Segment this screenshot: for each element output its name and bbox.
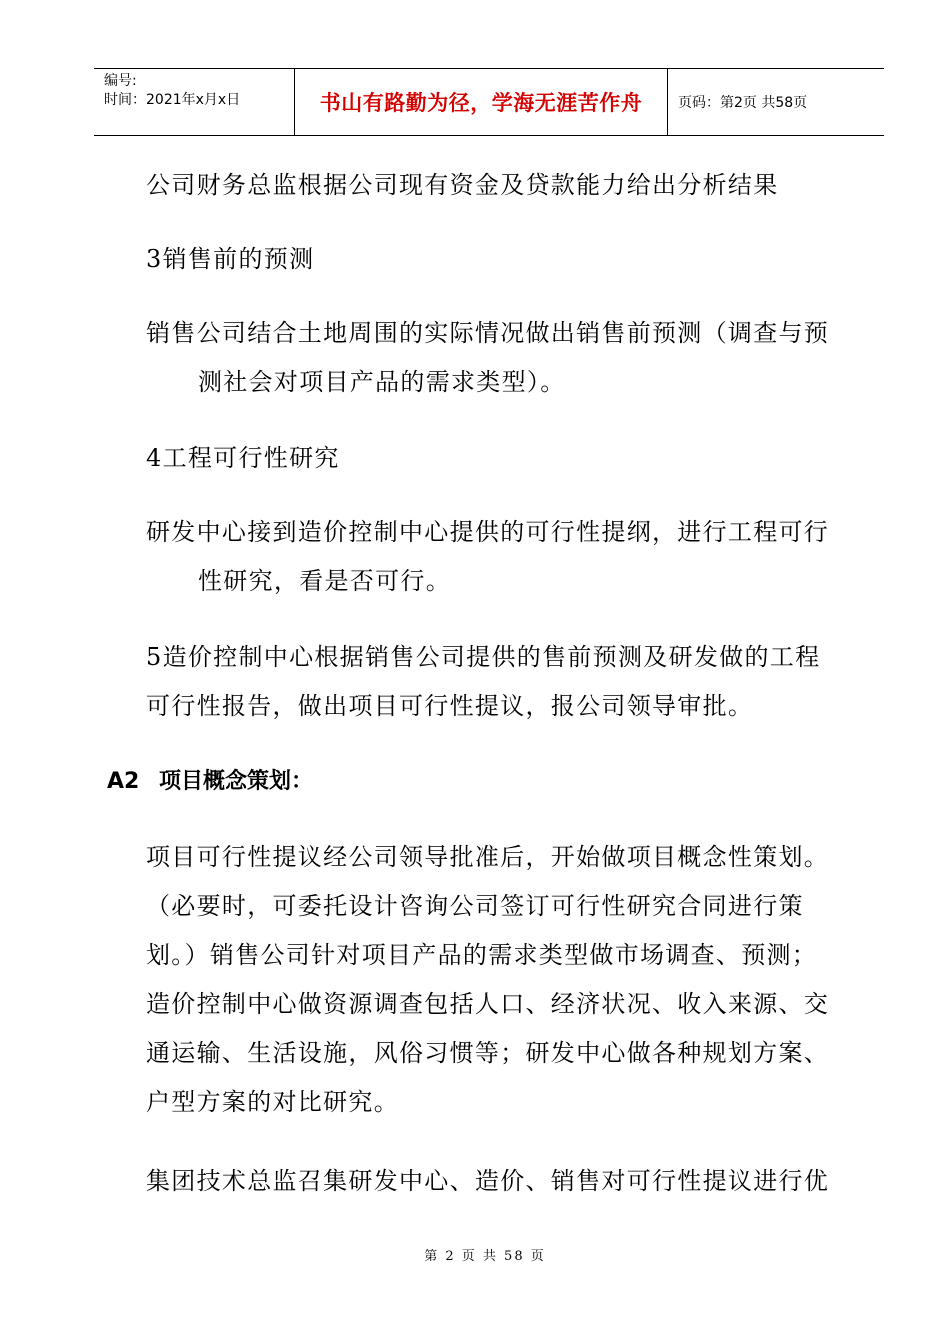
paragraph-line: 户型方案的对比研究。 <box>146 1088 399 1116</box>
paragraph-line: 通运输、生活设施，风俗习惯等；研发中心做各种规划方案、 <box>146 1039 830 1067</box>
paragraph-subheading <box>146 434 846 483</box>
paragraph-line: 5造价控制中心根据销售公司提供的售前预测及研发做的工程 <box>146 643 821 671</box>
paragraph-line: 项目可行性提议经公司领导批准后，开始做项目概念性策划。 <box>146 843 830 871</box>
paragraph <box>146 633 846 731</box>
paragraph <box>146 161 846 210</box>
section-title: 项目概念策划： <box>159 769 314 794</box>
header-motto: 书山有路勤为径，学海无涯苦作舟 <box>295 69 668 135</box>
paragraph-line: 集团技术总监召集研发中心、造价、销售对可行性提议进行优 <box>146 1167 830 1195</box>
section-heading <box>107 762 313 802</box>
section-number: A2 <box>107 769 140 794</box>
paragraph-line: 3销售前的预测 <box>146 245 315 273</box>
paragraph-line: 研发中心接到造价控制中心提供的可行性提纲，进行工程可行 <box>146 518 830 546</box>
paragraph-line: （必要时，可委托设计咨询公司签订可行性研究合同进行策 <box>146 892 804 920</box>
paragraph-line: 公司财务总监根据公司现有资金及贷款能力给出分析结果 <box>146 171 779 199</box>
paragraph-line-continued: 测社会对项目产品的需求类型）。 <box>198 368 566 396</box>
page-footer: 第 2 页 共 58 页 <box>424 1249 546 1264</box>
paragraph-line: 划。）销售公司针对项目产品的需求类型做市场调查、预测； <box>146 941 818 969</box>
document-number-label: 编号: <box>104 73 137 89</box>
page-header <box>94 68 884 136</box>
section-paragraph <box>146 833 846 1127</box>
document-date-label: 时间：2021年x月x日 <box>104 92 241 108</box>
header-info-cell <box>94 69 295 135</box>
header-page-number: 页码：第2页 共58页 <box>678 95 808 111</box>
paragraph <box>146 1157 846 1206</box>
paragraph-subheading <box>146 235 846 284</box>
paragraph-line-continued: 性研究，看是否可行。 <box>198 567 451 595</box>
paragraph <box>146 508 846 606</box>
paragraph-line: 造价控制中心做资源调查包括人口、经济状况、收入来源、交 <box>146 990 830 1018</box>
paragraph-line: 可行性报告，做出项目可行性提议，报公司领导审批。 <box>146 692 754 720</box>
paragraph-line: 销售公司结合土地周围的实际情况做出销售前预测（调查与预 <box>146 319 830 347</box>
paragraph-line: 4工程可行性研究 <box>146 444 340 472</box>
paragraph <box>146 309 846 407</box>
